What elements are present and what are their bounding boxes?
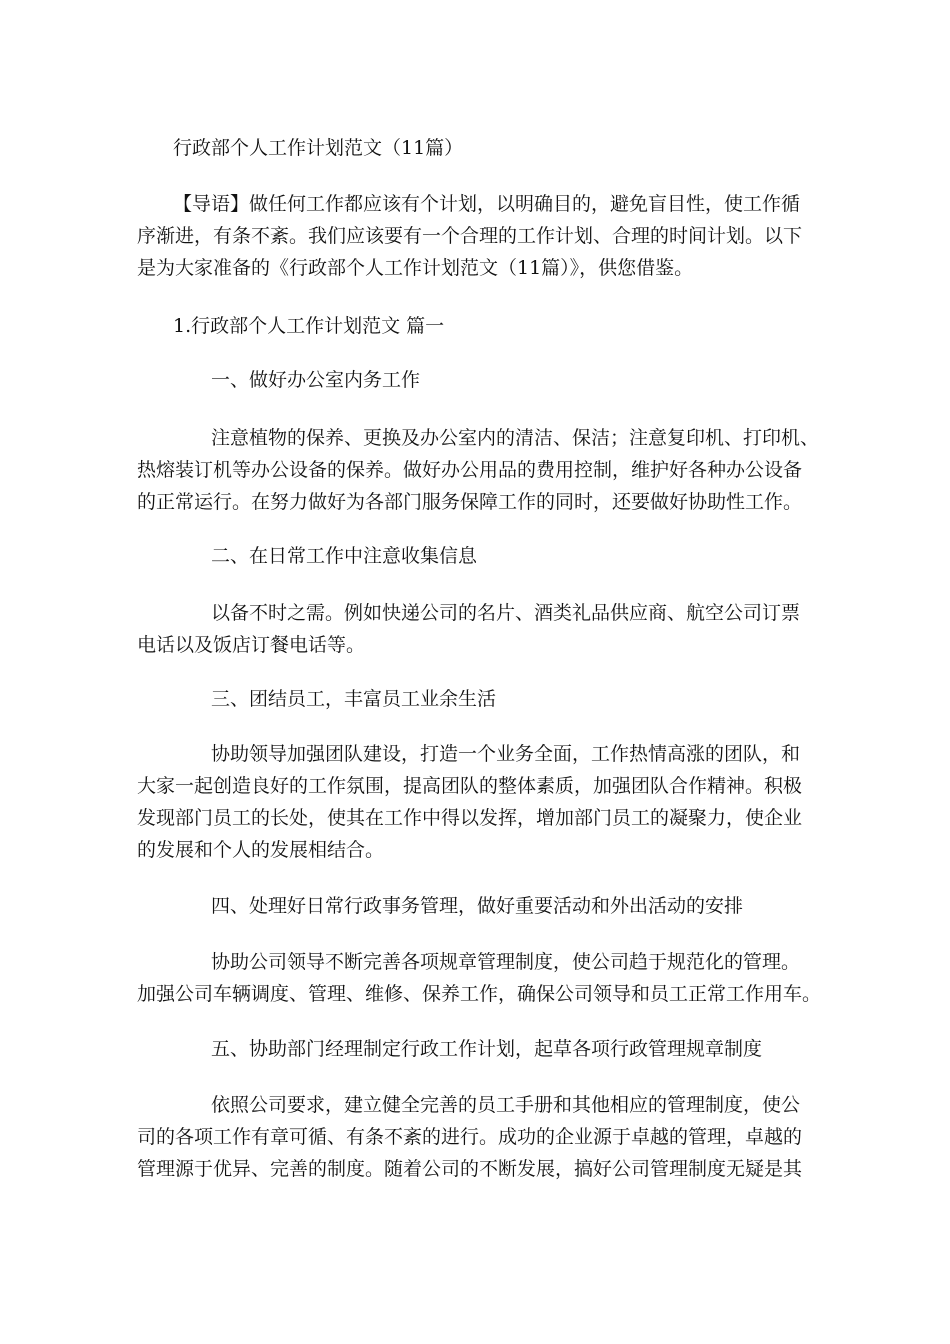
body-line: 协助公司领导不断完善各项规章管理制度，使公司趋于规范化的管理。 bbox=[211, 951, 801, 973]
section-body bbox=[137, 597, 817, 661]
intro-line: 【导语】做任何工作都应该有个计划，以明确目的，避免盲目性，使工作循 bbox=[173, 193, 801, 215]
body-line: 协助领导加强团队建设，打造一个业务全面，工作热情高涨的团队，和 bbox=[211, 743, 801, 765]
intro-paragraph bbox=[137, 188, 817, 284]
body-line: 的正常运行。在努力做好为各部门服务保障工作的同时，还要做好协助性工作。 bbox=[137, 491, 803, 513]
body-line: 发现部门员工的长处，使其在工作中得以发挥，增加部门员工的凝聚力，使企业 bbox=[137, 807, 803, 829]
intro-line: 序渐进，有条不紊。我们应该要有一个合理的工作计划、合理的时间计划。以下 bbox=[137, 225, 803, 247]
body-line: 管理源于优异、完善的制度。随着公司的不断发展，搞好公司管理制度无疑是其 bbox=[137, 1158, 803, 1180]
article-heading: 1.行政部个人工作计划范文 篇一 bbox=[173, 315, 445, 337]
body-line: 热熔装订机等办公设备的保养。做好办公用品的费用控制，维护好各种办公设备 bbox=[137, 459, 803, 481]
section-heading: 三、团结员工，丰富员工业余生活 bbox=[211, 688, 497, 710]
section-heading: 五、协助部门经理制定行政工作计划，起草各项行政管理规章制度 bbox=[211, 1038, 763, 1060]
intro-line: 是为大家准备的《行政部个人工作计划范文（11篇）》，供您借鉴。 bbox=[137, 257, 694, 279]
document-title: 行政部个人工作计划范文（11篇） bbox=[173, 137, 464, 159]
body-line: 大家一起创造良好的工作氛围，提高团队的整体素质，加强团队合作精神。积极 bbox=[137, 775, 803, 797]
section-body bbox=[137, 738, 817, 866]
section-heading: 二、在日常工作中注意收集信息 bbox=[211, 545, 478, 567]
body-line: 的发展和个人的发展相结合。 bbox=[137, 839, 385, 861]
section-body bbox=[137, 1089, 817, 1185]
section-heading: 四、处理好日常行政事务管理，做好重要活动和外出活动的安排 bbox=[211, 895, 744, 917]
section-heading: 一、做好办公室内务工作 bbox=[211, 369, 421, 391]
body-line: 注意植物的保养、更换及办公室内的清洁、保洁；注意复印机、打印机、 bbox=[211, 427, 820, 449]
body-line: 加强公司车辆调度、管理、维修、保养工作，确保公司领导和员工正常工作用车。 bbox=[137, 983, 822, 1005]
body-line: 电话以及饭店订餐电话等。 bbox=[137, 634, 366, 656]
body-line: 司的各项工作有章可循、有条不紊的进行。成功的企业源于卓越的管理，卓越的 bbox=[137, 1126, 803, 1148]
body-line: 以备不时之需。例如快递公司的名片、酒类礼品供应商、航空公司订票 bbox=[211, 602, 801, 624]
section-body bbox=[137, 422, 820, 518]
body-line: 依照公司要求，建立健全完善的员工手册和其他相应的管理制度，使公 bbox=[211, 1094, 801, 1116]
section-body bbox=[137, 946, 822, 1010]
